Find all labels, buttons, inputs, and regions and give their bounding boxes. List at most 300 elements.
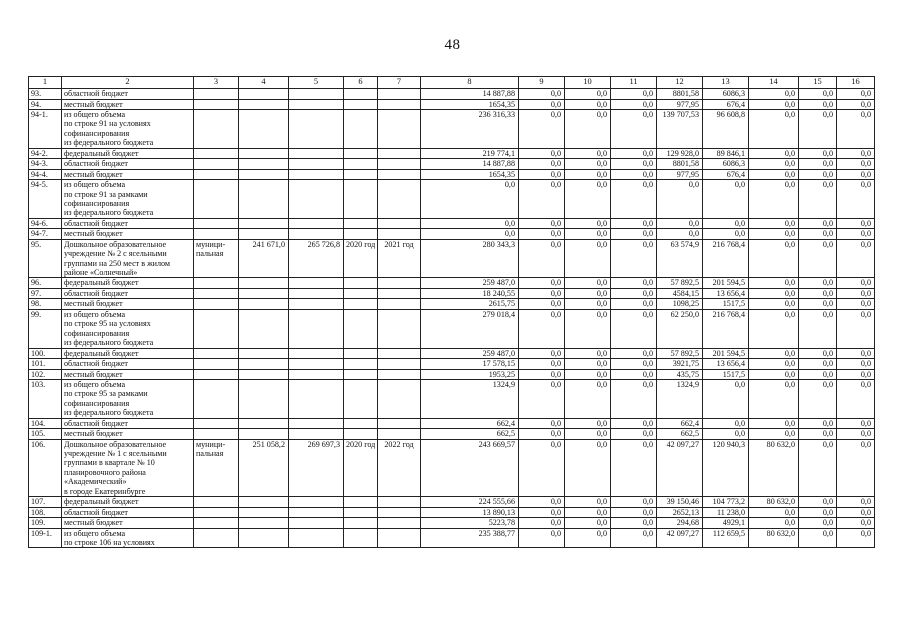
year-cell: [344, 218, 378, 229]
row-number-cell: 94-6.: [29, 218, 62, 229]
year-cell: [378, 348, 421, 359]
ownership-cell: [194, 309, 239, 348]
table-row: [29, 380, 875, 419]
table-row: [29, 369, 875, 380]
value-cell: 0,0: [611, 507, 657, 518]
value-cell: 0,0: [749, 288, 799, 299]
value-cell: [239, 218, 289, 229]
column-header: 6: [344, 77, 378, 89]
value-cell: 0,0: [837, 309, 875, 348]
value-cell: 0,0: [519, 418, 565, 429]
value-cell: 0,0: [837, 288, 875, 299]
value-cell: 0,0: [519, 429, 565, 440]
value-cell: 0,0: [799, 239, 837, 278]
value-cell: 0,0: [565, 229, 611, 240]
row-description-cell: областной бюджет: [62, 359, 194, 370]
value-cell: [239, 309, 289, 348]
value-cell: 0,0: [519, 229, 565, 240]
table-row: [29, 439, 875, 496]
value-cell: 0,0: [749, 369, 799, 380]
year-cell: [344, 288, 378, 299]
row-description-cell: областной бюджет: [62, 418, 194, 429]
value-cell: 0,0: [657, 229, 703, 240]
value-cell: 662,5: [421, 429, 519, 440]
value-cell: [289, 148, 344, 159]
value-cell: 0,0: [565, 418, 611, 429]
value-cell: 269 697,3: [289, 439, 344, 496]
value-cell: 0,0: [837, 99, 875, 110]
year-cell: [344, 497, 378, 508]
value-cell: 0,0: [565, 239, 611, 278]
column-header: 15: [799, 77, 837, 89]
value-cell: 0,0: [421, 229, 519, 240]
value-cell: 57 892,5: [657, 348, 703, 359]
value-cell: 63 574,9: [657, 239, 703, 278]
value-cell: [239, 288, 289, 299]
value-cell: 0,0: [837, 180, 875, 219]
row-description-cell: местный бюджет: [62, 518, 194, 529]
value-cell: 0,0: [837, 518, 875, 529]
row-description-cell: из общего объема по строке 91 на условиях софинансирования из федерального бюджета: [62, 110, 194, 149]
value-cell: 0,0: [611, 89, 657, 100]
value-cell: 0,0: [799, 99, 837, 110]
year-cell: [378, 418, 421, 429]
row-number-cell: 97.: [29, 288, 62, 299]
value-cell: [289, 169, 344, 180]
year-cell: [378, 99, 421, 110]
table-row: [29, 229, 875, 240]
year-cell: [378, 369, 421, 380]
value-cell: 0,0: [519, 278, 565, 289]
year-cell: 2022 год: [378, 439, 421, 496]
row-number-cell: 98.: [29, 299, 62, 310]
year-cell: [344, 528, 378, 548]
year-cell: [378, 518, 421, 529]
value-cell: [239, 148, 289, 159]
value-cell: 0,0: [611, 148, 657, 159]
row-description-cell: местный бюджет: [62, 229, 194, 240]
year-cell: [344, 110, 378, 149]
value-cell: 0,0: [611, 309, 657, 348]
value-cell: 1324,9: [657, 380, 703, 419]
value-cell: 236 316,33: [421, 110, 519, 149]
value-cell: [289, 288, 344, 299]
year-cell: 2021 год: [378, 239, 421, 278]
row-number-cell: 105.: [29, 429, 62, 440]
row-number-cell: 96.: [29, 278, 62, 289]
value-cell: 0,0: [799, 348, 837, 359]
value-cell: 0,0: [519, 380, 565, 419]
value-cell: 0,0: [749, 518, 799, 529]
row-number-cell: 94-1.: [29, 110, 62, 149]
value-cell: [289, 110, 344, 149]
value-cell: [239, 507, 289, 518]
value-cell: 0,0: [519, 159, 565, 170]
table-row: [29, 528, 875, 548]
value-cell: 0,0: [799, 159, 837, 170]
value-cell: 0,0: [611, 159, 657, 170]
row-number-cell: 94-3.: [29, 159, 62, 170]
value-cell: 0,0: [611, 218, 657, 229]
value-cell: 235 388,77: [421, 528, 519, 548]
value-cell: 0,0: [519, 518, 565, 529]
year-cell: [378, 380, 421, 419]
value-cell: [289, 99, 344, 110]
row-number-cell: 94-7.: [29, 229, 62, 240]
value-cell: 0,0: [519, 497, 565, 508]
value-cell: [289, 359, 344, 370]
value-cell: 13 656,4: [703, 288, 749, 299]
value-cell: 0,0: [611, 169, 657, 180]
value-cell: 0,0: [519, 507, 565, 518]
column-header: 2: [62, 77, 194, 89]
value-cell: 201 594,5: [703, 278, 749, 289]
row-description-cell: федеральный бюджет: [62, 148, 194, 159]
value-cell: 0,0: [837, 218, 875, 229]
row-number-cell: 94.: [29, 99, 62, 110]
ownership-cell: [194, 507, 239, 518]
year-cell: 2020 год: [344, 439, 378, 496]
value-cell: 0,0: [519, 528, 565, 548]
value-cell: 0,0: [657, 180, 703, 219]
value-cell: 0,0: [837, 148, 875, 159]
value-cell: 0,0: [611, 429, 657, 440]
row-description-cell: федеральный бюджет: [62, 348, 194, 359]
ownership-cell: [194, 148, 239, 159]
value-cell: 0,0: [519, 99, 565, 110]
value-cell: 0,0: [837, 507, 875, 518]
value-cell: 216 768,4: [703, 239, 749, 278]
ownership-cell: [194, 528, 239, 548]
column-header: 13: [703, 77, 749, 89]
row-number-cell: 93.: [29, 89, 62, 100]
value-cell: 662,4: [657, 418, 703, 429]
value-cell: [239, 159, 289, 170]
ownership-cell: муници- пальная: [194, 439, 239, 496]
ownership-cell: [194, 99, 239, 110]
value-cell: 676,4: [703, 99, 749, 110]
ownership-cell: [194, 518, 239, 529]
value-cell: 0,0: [565, 497, 611, 508]
value-cell: 0,0: [799, 218, 837, 229]
value-cell: 0,0: [703, 380, 749, 419]
value-cell: 0,0: [565, 348, 611, 359]
value-cell: 0,0: [519, 218, 565, 229]
row-number-cell: 94-4.: [29, 169, 62, 180]
value-cell: 0,0: [519, 299, 565, 310]
year-cell: [344, 429, 378, 440]
table-row: [29, 99, 875, 110]
value-cell: 0,0: [611, 418, 657, 429]
value-cell: 435,75: [657, 369, 703, 380]
value-cell: 0,0: [611, 518, 657, 529]
column-header: 9: [519, 77, 565, 89]
value-cell: [289, 380, 344, 419]
value-cell: [289, 180, 344, 219]
value-cell: 0,0: [611, 369, 657, 380]
value-cell: 0,0: [611, 359, 657, 370]
value-cell: 0,0: [611, 99, 657, 110]
table-row: [29, 359, 875, 370]
year-cell: [344, 507, 378, 518]
value-cell: 1324,9: [421, 380, 519, 419]
value-cell: [239, 229, 289, 240]
row-description-cell: областной бюджет: [62, 89, 194, 100]
value-cell: 0,0: [749, 180, 799, 219]
value-cell: 4584,15: [657, 288, 703, 299]
row-number-cell: 100.: [29, 348, 62, 359]
row-number-cell: 108.: [29, 507, 62, 518]
row-description-cell: федеральный бюджет: [62, 278, 194, 289]
value-cell: 0,0: [565, 99, 611, 110]
value-cell: 0,0: [611, 278, 657, 289]
value-cell: [289, 497, 344, 508]
value-cell: 977,95: [657, 99, 703, 110]
value-cell: [289, 278, 344, 289]
value-cell: 0,0: [749, 309, 799, 348]
value-cell: 0,0: [837, 159, 875, 170]
table-row: [29, 309, 875, 348]
value-cell: [289, 348, 344, 359]
year-cell: [344, 278, 378, 289]
table-row: [29, 278, 875, 289]
column-header: 11: [611, 77, 657, 89]
value-cell: 0,0: [611, 288, 657, 299]
value-cell: 0,0: [565, 148, 611, 159]
ownership-cell: [194, 169, 239, 180]
table-row: [29, 429, 875, 440]
value-cell: 0,0: [749, 418, 799, 429]
row-description-cell: местный бюджет: [62, 369, 194, 380]
value-cell: [239, 299, 289, 310]
ownership-cell: [194, 229, 239, 240]
value-cell: 0,0: [837, 278, 875, 289]
value-cell: 0,0: [837, 380, 875, 419]
value-cell: 0,0: [703, 429, 749, 440]
value-cell: 224 555,66: [421, 497, 519, 508]
year-cell: [378, 309, 421, 348]
table-row: [29, 518, 875, 529]
table-row: [29, 110, 875, 149]
value-cell: 0,0: [837, 169, 875, 180]
value-cell: 251 058,2: [239, 439, 289, 496]
value-cell: 120 940,3: [703, 439, 749, 496]
ownership-cell: муници- пальная: [194, 239, 239, 278]
value-cell: 0,0: [519, 439, 565, 496]
year-cell: [378, 218, 421, 229]
row-description-cell: Дошкольное образовательное учреждение № 2 с ясельными группами на 250 мест в жилом районе «Солнечный»: [62, 239, 194, 278]
year-cell: [344, 99, 378, 110]
value-cell: 0,0: [799, 180, 837, 219]
table-row: [29, 418, 875, 429]
value-cell: 0,0: [749, 110, 799, 149]
column-header: 12: [657, 77, 703, 89]
value-cell: 0,0: [837, 299, 875, 310]
table-row: [29, 507, 875, 518]
year-cell: 2020 год: [344, 239, 378, 278]
value-cell: 0,0: [703, 229, 749, 240]
value-cell: 0,0: [837, 418, 875, 429]
value-cell: 1517,5: [703, 369, 749, 380]
value-cell: 0,0: [565, 429, 611, 440]
row-description-cell: Дошкольное образовательное учреждение № 1 с ясельными группами в квартале № 10 планировочного района «Академический» в городе Екатеринбурге: [62, 439, 194, 496]
table-row: [29, 348, 875, 359]
year-cell: [344, 348, 378, 359]
value-cell: 17 578,15: [421, 359, 519, 370]
column-header: 8: [421, 77, 519, 89]
value-cell: [289, 299, 344, 310]
value-cell: [239, 369, 289, 380]
value-cell: 1098,25: [657, 299, 703, 310]
value-cell: 0,0: [519, 309, 565, 348]
value-cell: 280 343,3: [421, 239, 519, 278]
ownership-cell: [194, 359, 239, 370]
budget-table: [28, 76, 875, 548]
year-cell: [378, 148, 421, 159]
year-cell: [378, 229, 421, 240]
value-cell: 241 671,0: [239, 239, 289, 278]
value-cell: 11 238,0: [703, 507, 749, 518]
value-cell: [239, 418, 289, 429]
value-cell: 0,0: [749, 148, 799, 159]
value-cell: 0,0: [565, 218, 611, 229]
year-cell: [378, 89, 421, 100]
value-cell: 0,0: [519, 288, 565, 299]
value-cell: 2615,75: [421, 299, 519, 310]
year-cell: [378, 278, 421, 289]
row-number-cell: 94-5.: [29, 180, 62, 219]
value-cell: 2652,13: [657, 507, 703, 518]
value-cell: 0,0: [565, 159, 611, 170]
value-cell: 0,0: [837, 369, 875, 380]
value-cell: 0,0: [799, 110, 837, 149]
value-cell: 0,0: [799, 380, 837, 419]
value-cell: 216 768,4: [703, 309, 749, 348]
value-cell: [239, 169, 289, 180]
value-cell: 0,0: [611, 348, 657, 359]
value-cell: 80 632,0: [749, 439, 799, 496]
table-row: [29, 497, 875, 508]
row-number-cell: 103.: [29, 380, 62, 419]
column-header: 5: [289, 77, 344, 89]
page-number: 48: [444, 37, 461, 53]
year-cell: [344, 169, 378, 180]
ownership-cell: [194, 218, 239, 229]
value-cell: 1517,5: [703, 299, 749, 310]
value-cell: 0,0: [749, 359, 799, 370]
table-row: [29, 218, 875, 229]
value-cell: [289, 429, 344, 440]
value-cell: 0,0: [611, 239, 657, 278]
ownership-cell: [194, 418, 239, 429]
value-cell: 0,0: [611, 528, 657, 548]
value-cell: 0,0: [519, 180, 565, 219]
value-cell: 0,0: [565, 507, 611, 518]
value-cell: 0,0: [837, 110, 875, 149]
value-cell: 676,4: [703, 169, 749, 180]
value-cell: 0,0: [799, 518, 837, 529]
value-cell: [239, 429, 289, 440]
row-number-cell: 107.: [29, 497, 62, 508]
value-cell: 0,0: [799, 429, 837, 440]
value-cell: 0,0: [565, 299, 611, 310]
ownership-cell: [194, 159, 239, 170]
year-cell: [344, 359, 378, 370]
ownership-cell: [194, 180, 239, 219]
value-cell: 0,0: [799, 418, 837, 429]
value-cell: 0,0: [565, 380, 611, 419]
value-cell: [239, 110, 289, 149]
ownership-cell: [194, 89, 239, 100]
value-cell: 0,0: [837, 429, 875, 440]
row-description-cell: местный бюджет: [62, 99, 194, 110]
value-cell: [289, 218, 344, 229]
table-row: [29, 159, 875, 170]
value-cell: [289, 528, 344, 548]
value-cell: 129 928,0: [657, 148, 703, 159]
value-cell: 13 656,4: [703, 359, 749, 370]
value-cell: 0,0: [799, 169, 837, 180]
value-cell: 0,0: [799, 148, 837, 159]
year-cell: [378, 288, 421, 299]
value-cell: 0,0: [611, 229, 657, 240]
value-cell: 0,0: [565, 288, 611, 299]
value-cell: 89 846,1: [703, 148, 749, 159]
value-cell: [239, 99, 289, 110]
year-cell: [344, 518, 378, 529]
ownership-cell: [194, 497, 239, 508]
value-cell: [289, 418, 344, 429]
value-cell: 3921,75: [657, 359, 703, 370]
value-cell: [239, 497, 289, 508]
value-cell: 0,0: [565, 278, 611, 289]
row-description-cell: областной бюджет: [62, 507, 194, 518]
row-description-cell: областной бюджет: [62, 288, 194, 299]
value-cell: 0,0: [611, 110, 657, 149]
value-cell: [239, 348, 289, 359]
year-cell: [378, 429, 421, 440]
column-header: 4: [239, 77, 289, 89]
value-cell: 0,0: [565, 528, 611, 548]
value-cell: [289, 229, 344, 240]
value-cell: 279 018,4: [421, 309, 519, 348]
row-number-cell: 99.: [29, 309, 62, 348]
value-cell: 0,0: [749, 299, 799, 310]
value-cell: 0,0: [611, 299, 657, 310]
value-cell: 0,0: [749, 380, 799, 419]
row-description-cell: федеральный бюджет: [62, 497, 194, 508]
year-cell: [378, 528, 421, 548]
table-row: [29, 288, 875, 299]
value-cell: 0,0: [799, 309, 837, 348]
value-cell: 8801,58: [657, 159, 703, 170]
year-cell: [378, 110, 421, 149]
value-cell: 5223,78: [421, 518, 519, 529]
value-cell: 42 097,27: [657, 439, 703, 496]
value-cell: 112 659,5: [703, 528, 749, 548]
value-cell: 0,0: [519, 89, 565, 100]
year-cell: [378, 159, 421, 170]
row-description-cell: из общего объема по строке 95 за рамками софинансирования из федерального бюджета: [62, 380, 194, 419]
value-cell: 0,0: [519, 148, 565, 159]
value-cell: 139 707,53: [657, 110, 703, 149]
year-cell: [344, 159, 378, 170]
row-description-cell: областной бюджет: [62, 218, 194, 229]
value-cell: 0,0: [837, 229, 875, 240]
value-cell: 0,0: [837, 239, 875, 278]
table-header-row: [29, 77, 875, 89]
value-cell: 0,0: [421, 180, 519, 219]
